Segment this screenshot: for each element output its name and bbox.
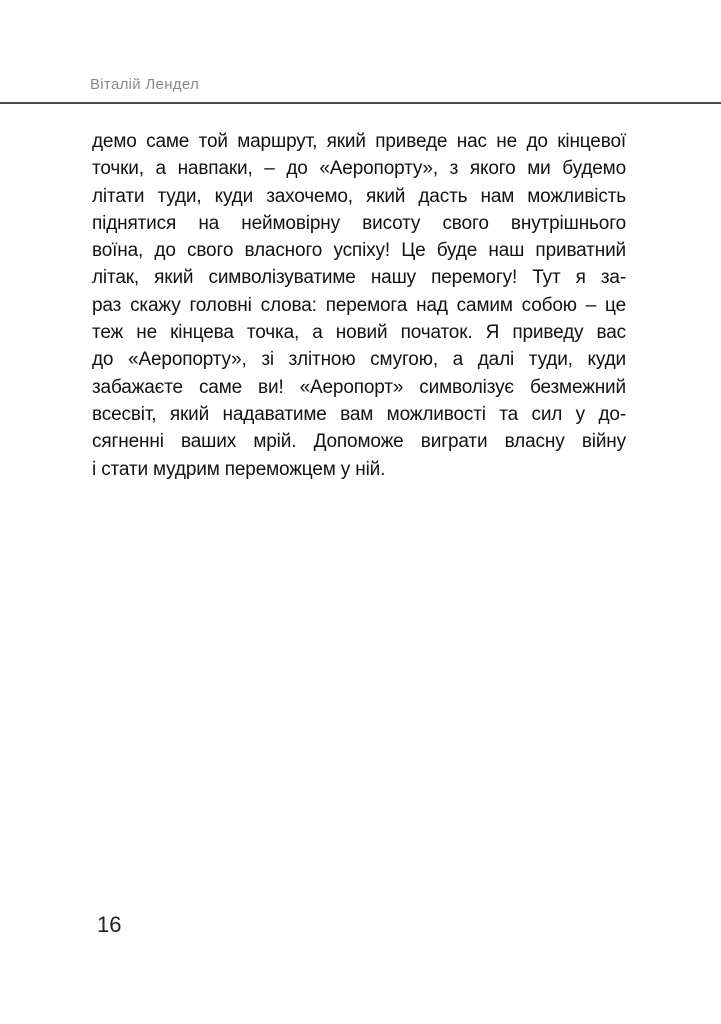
running-header-author: Віталій Лендел <box>90 76 200 93</box>
text-line: раз скажу головні слова: перемога над самим собою – це <box>92 294 626 316</box>
body-paragraph <box>92 128 626 483</box>
text-line: і стати мудрим переможцем у ній. <box>92 458 386 480</box>
text-line: забажаєте саме ви! «Аеропорт» символізує безмежний <box>92 376 626 398</box>
text-line: сягненні ваших мрій. Допоможе виграти власну війну <box>92 431 626 453</box>
text-line: теж не кінцева точка, а новий початок. Я приведу вас <box>92 322 626 344</box>
text-line: воїна, до свого власного успіху! Це буде наш приватний <box>92 240 626 262</box>
page-number: 16 <box>97 912 122 937</box>
text-line: піднятися на неймовірну висоту свого внутрішнього <box>92 212 626 234</box>
text-line: літак, який символізуватиме нашу перемогу! Тут я за- <box>92 267 626 289</box>
text-line: літати туди, куди захочемо, який дасть нам можливість <box>92 185 626 207</box>
text-line: всесвіт, який надаватиме вам можливості та сил у до- <box>92 403 626 425</box>
text-line: до «Аеропорту», зі злітною смугою, а далі туди, куди <box>92 349 626 371</box>
text-line: точки, а навпаки, – до «Аеропорту», з якого ми будемо <box>92 158 626 180</box>
header-divider <box>0 102 721 104</box>
text-line: демо саме той маршрут, який приведе нас не до кінцевої <box>92 131 626 152</box>
